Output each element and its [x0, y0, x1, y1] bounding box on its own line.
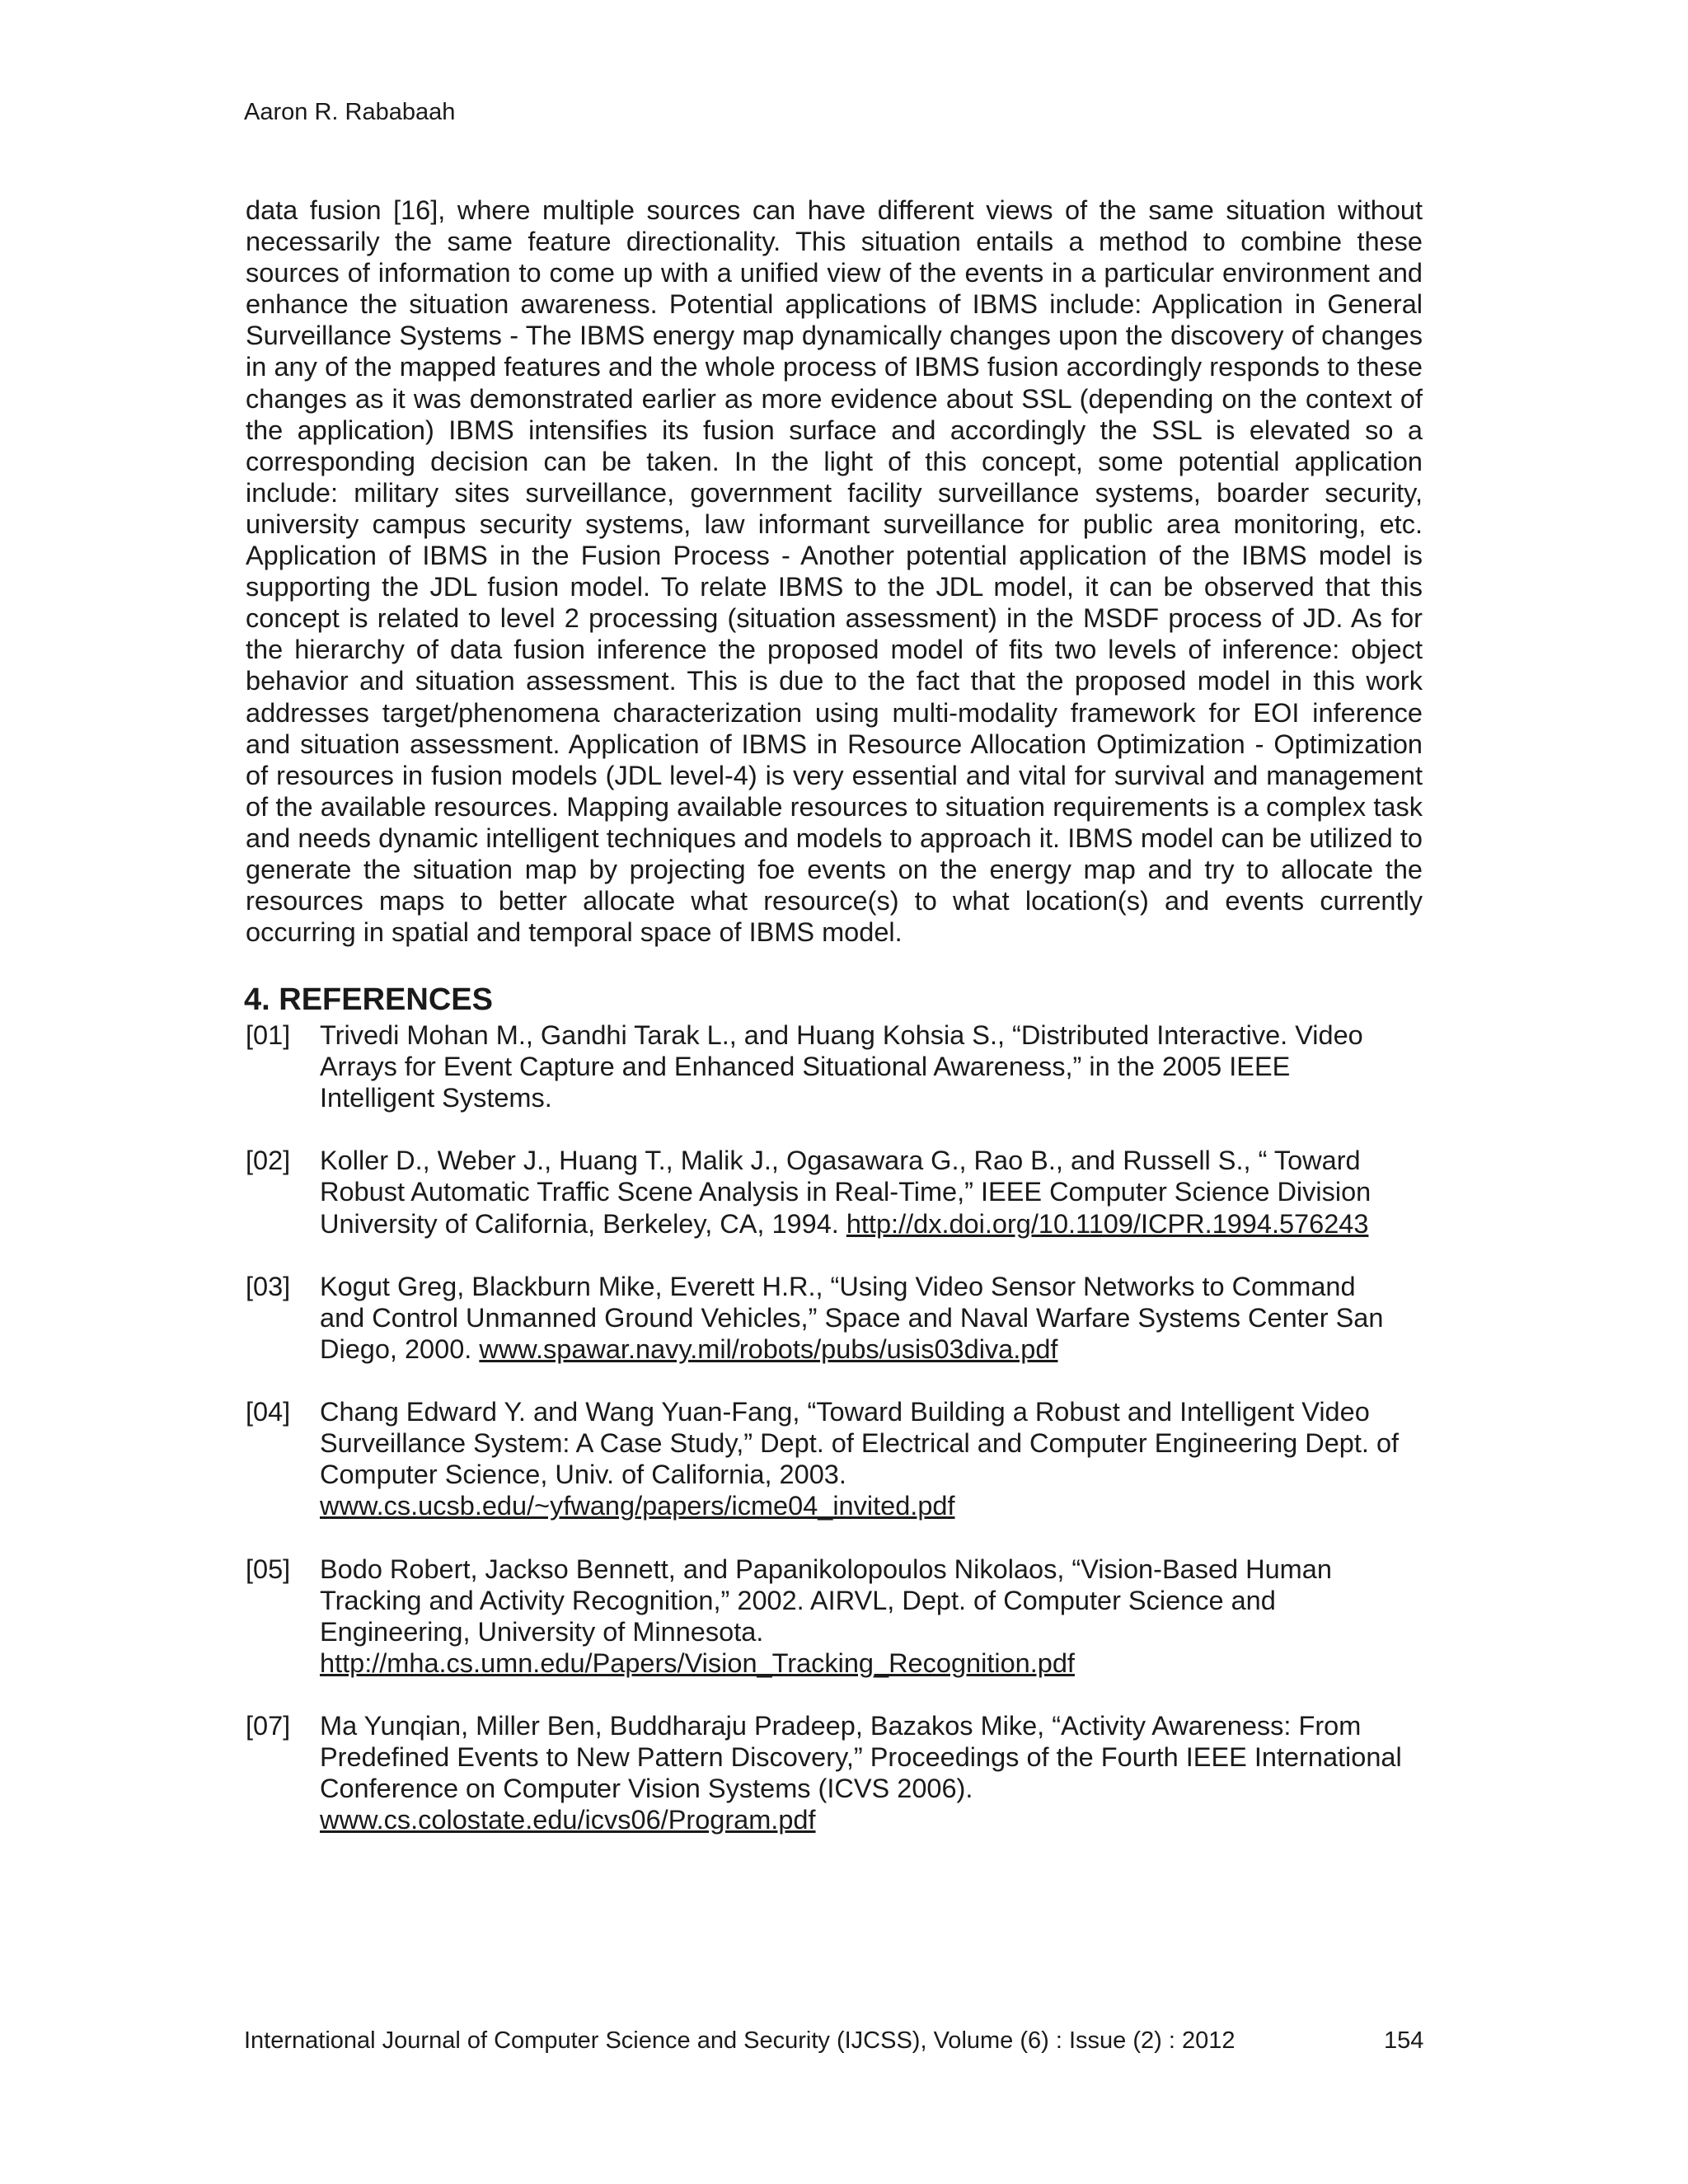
reference-entry — [246, 1019, 1449, 1113]
reference-text — [320, 1396, 1449, 1521]
reference-line — [320, 1804, 1449, 1835]
reference-text — [320, 1019, 1449, 1113]
reference-label: [03] — [246, 1271, 291, 1301]
reference-line — [320, 1051, 1449, 1082]
reference-entry — [246, 1554, 1449, 1679]
references-heading: 4. REFERENCES — [244, 982, 493, 1017]
reference-line — [320, 1271, 1449, 1302]
running-header-author: Aaron R. Rababaah — [244, 99, 456, 125]
reference-line — [320, 1585, 1449, 1616]
reference-line-text: Bodo Robert, Jackso Bennett, and Papanikolopoulos Nikolaos, “Vision-Based Human — [320, 1554, 1332, 1584]
reference-line — [320, 1302, 1449, 1333]
reference-line-text: Arrays for Event Capture and Enhanced Situational Awareness,” in the 2005 IEEE — [320, 1052, 1291, 1082]
reference-line — [320, 1490, 1449, 1521]
reference-url-link[interactable]: http://dx.doi.org/10.1109/ICPR.1994.576243 — [846, 1208, 1369, 1239]
reference-line — [320, 1208, 1449, 1240]
reference-url-link[interactable]: http://mha.cs.umn.edu/Papers/Vision_Tracking_Recognition.pdf — [320, 1647, 1075, 1678]
reference-line-text: Kogut Greg, Blackburn Mike, Everett H.R., “Using Video Sensor Networks to Command — [320, 1271, 1356, 1301]
reference-line-text: Ma Yunqian, Miller Ben, Buddharaju Pradeep, Bazakos Mike, “Activity Awareness: From — [320, 1711, 1362, 1741]
reference-text — [320, 1145, 1449, 1239]
reference-line-text: Koller D., Weber J., Huang T., Malik J., Ogasawara G., Rao B., and Russell S., “ Toward — [320, 1146, 1361, 1176]
reference-line — [320, 1176, 1449, 1207]
footer-page-number: 154 — [1384, 2027, 1424, 2054]
reference-text — [320, 1710, 1449, 1835]
reference-line — [320, 1773, 1449, 1804]
footer-journal-citation: International Journal of Computer Science and Security (IJCSS), Volume (6) : Issue (2) : 2012 — [244, 2027, 1236, 2054]
reference-line — [320, 1554, 1449, 1585]
reference-line-text: Surveillance System: A Case Study,” Dept. of Electrical and Computer Engineering Dept. of — [320, 1428, 1400, 1459]
reference-line — [320, 1019, 1449, 1051]
reference-entry — [246, 1271, 1449, 1365]
reference-line — [320, 1396, 1449, 1427]
reference-url-link[interactable]: www.cs.ucsb.edu/~yfwang/papers/icme04_invited.pdf — [320, 1491, 955, 1521]
reference-line — [320, 1459, 1449, 1490]
reference-line-text: Predefined Events to New Pattern Discovery,” Proceedings of the Fourth IEEE International — [320, 1742, 1402, 1773]
reference-line-text: Robust Automatic Traffic Scene Analysis in Real-Time,” IEEE Computer Science Division — [320, 1177, 1372, 1207]
reference-text — [320, 1271, 1449, 1365]
reference-label: [05] — [246, 1554, 291, 1584]
reference-entry — [246, 1396, 1449, 1521]
reference-line-text: Diego, 2000. — [320, 1333, 480, 1364]
reference-line-text: Trivedi Mohan M., Gandhi Tarak L., and Huang Kohsia S., “Distributed Interactive. Video — [320, 1020, 1363, 1050]
reference-line — [320, 1710, 1449, 1741]
reference-text — [320, 1554, 1449, 1679]
reference-entry — [246, 1145, 1449, 1239]
reference-label: [02] — [246, 1146, 291, 1176]
reference-line-text: Engineering, University of Minnesota. — [320, 1616, 764, 1647]
reference-line-text: and Control Unmanned Ground Vehicles,” Space and Naval Warfare Systems Center San — [320, 1302, 1384, 1333]
reference-label: [04] — [246, 1397, 291, 1427]
reference-line-text: Computer Science, Univ. of California, 2003. — [320, 1460, 846, 1490]
reference-line — [320, 1333, 1449, 1365]
reference-url-link[interactable]: www.spawar.navy.mil/robots/pubs/usis03diva.pdf — [479, 1333, 1058, 1364]
reference-line-text: Tracking and Activity Recognition,” 2002. AIRVL, Dept. of Computer Science and — [320, 1585, 1276, 1615]
reference-line — [320, 1145, 1449, 1176]
reference-label: [01] — [246, 1020, 291, 1050]
body-paragraph: data fusion [16], where multiple sources can have different views of the same situation without necessarily the same feature directionality. This situation entails a method to combine these sources of information to come up with a unified view of the events in a particular environment and enhance the situation awareness. Potential applications of IBMS include: Application in General Surveillance Systems - The IBMS energy map dynamically changes upon the discovery of changes in any of the mapped features and the whole process of IBMS fusion accordingly responds to these changes as it was demonstrated earlier as more evidence about SSL (depending on the context of the application) IBMS intensifies its fusion surface and accordingly the SSL is elevated so a corresponding decision can be taken. In the light of this concept, some potential application include: military sites surveillance, government facility surveillance systems, boarder security, university campus security systems, law informant surveillance for public area monitoring, etc. Application of IBMS in the Fusion Process - Another potential application of the IBMS model is supporting the JDL fusion model. To relate IBMS to the JDL model, it can be observed that this concept is related to level 2 processing (situation assessment) in the MSDF process of JD. As for the hierarchy of data fusion inference the proposed model of fits two levels of inference: object behavior and situation assessment. This is due to the fact that the proposed model in this work addresses target/phenomena characterization using multi-modality framework for EOI inference and situation assessment. Application of IBMS in Resource Allocation Optimization - Optimization of resources in fusion models (JDL level-4) is very essential and vital for survival and management of the available resources. Mapping available resources to situation requirements is a complex task and needs dynamic intelligent techniques and models to approach it. IBMS model can be utilized to generate the situation map by projecting foe events on the energy map and try to allocate the resources maps to better allocate what resource(s) to what location(s) and events currently occurring in spatial and temporal space of IBMS model. — [246, 195, 1423, 948]
reference-line — [320, 1427, 1449, 1459]
references-list — [246, 1019, 1449, 1868]
reference-url-link[interactable]: www.cs.colostate.edu/icvs06/Program.pdf — [320, 1805, 816, 1835]
reference-line-text: Conference on Computer Vision Systems (ICVS 2006). — [320, 1774, 973, 1804]
reference-entry — [246, 1710, 1449, 1835]
reference-label: [07] — [246, 1711, 291, 1741]
reference-line — [320, 1741, 1449, 1773]
reference-line — [320, 1082, 1449, 1113]
reference-line — [320, 1647, 1449, 1679]
reference-line — [320, 1616, 1449, 1647]
reference-line-text: Chang Edward Y. and Wang Yuan-Fang, “Toward Building a Robust and Intelligent Video — [320, 1397, 1370, 1427]
reference-line-text: University of California, Berkeley, CA, 1994. — [320, 1208, 846, 1239]
reference-line-text: Intelligent Systems. — [320, 1083, 552, 1113]
